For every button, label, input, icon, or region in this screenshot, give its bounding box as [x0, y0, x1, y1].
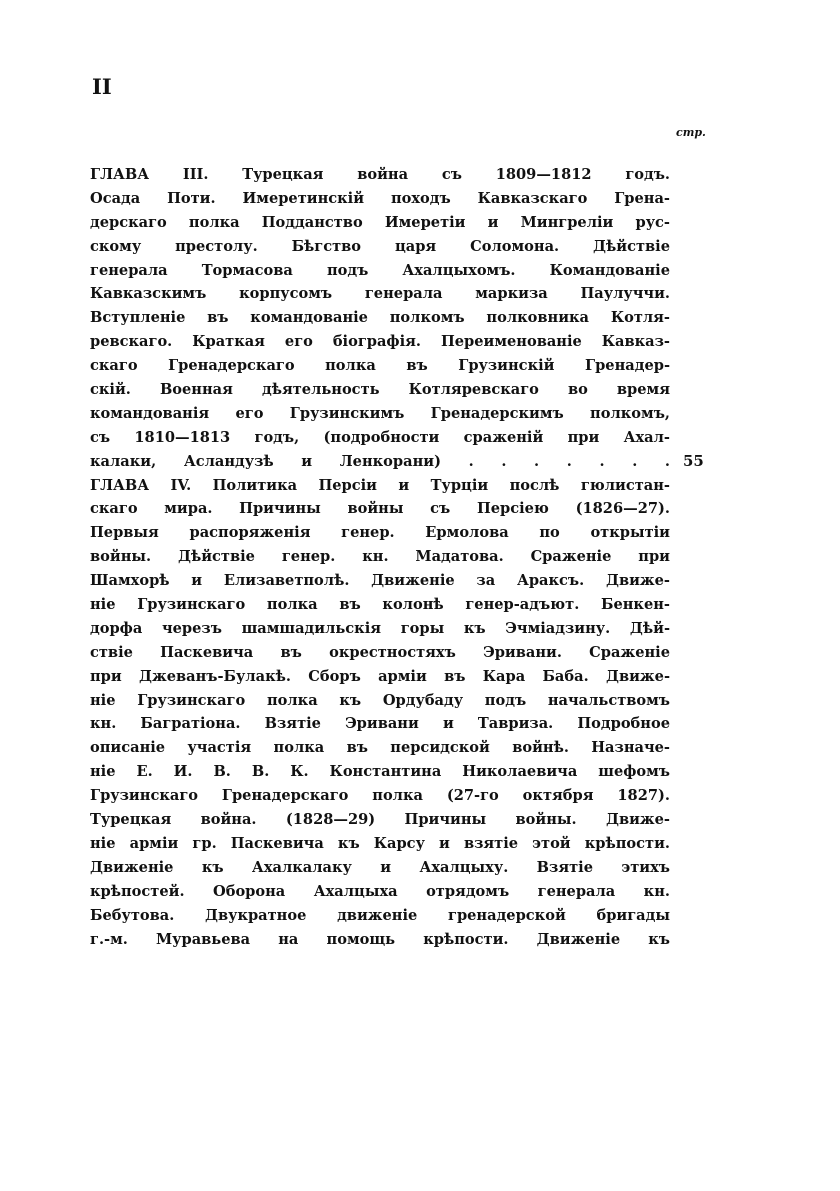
toc-line: Шамхорѣ и Елизаветполѣ. Движеніе за Араксъ. Движе-	[90, 572, 670, 590]
toc-line: Первыя распоряженія генер. Ермолова по открытіи	[90, 524, 670, 542]
toc-line: ревскаго. Краткая его біографія. Переименованіе Кавказ-	[90, 333, 670, 351]
toc-line: Осада Поти. Имеретинскій походъ Кавказскаго Грена-	[90, 189, 670, 207]
toc-entry-chapter-4	[90, 474, 670, 952]
toc-line: дерскаго полка Подданство Имеретіи и Мингреліи рус-	[90, 213, 670, 231]
toc-line: ніе Грузинскаго полка въ колонѣ генер-адъют. Бенкен-	[90, 596, 670, 614]
toc-line: Бебутова. Двукратное движеніе гренадерской бригады	[90, 906, 670, 924]
toc-line: Грузинскаго Гренадерскаго полка (27-го октября 1827).	[90, 787, 670, 805]
toc-line: ніе арміи гр. Паскевича къ Карсу и взятіе этой крѣпости.	[90, 834, 670, 852]
toc-line: Кавказскимъ корпусомъ генерала маркиза Паулуччи.	[90, 285, 670, 303]
toc-line: г.-м. Муравьева на помощь крѣпости. Движеніе къ	[90, 930, 670, 948]
chapter-3-text	[90, 163, 670, 474]
toc-line: войны. Дѣйствіе генер. кн. Мадатова. Сраженіе при	[90, 548, 670, 566]
toc-line: скаго мира. Причины войны съ Персіею (1826—27).	[90, 500, 670, 518]
toc-line: генерала Тормасова подъ Ахалцыхомъ. Командованіе	[90, 261, 670, 279]
toc-line: ГЛАВА IV. Политика Персіи и Турціи послѣ гюлистан-	[90, 476, 670, 494]
toc-line: дорфа черезъ шамшадильскія горы къ Эчміадзину. Дѣй-	[90, 619, 670, 637]
page-number: II	[92, 74, 112, 99]
page-column-label: стр.	[676, 126, 706, 139]
toc-line: Турецкая война. (1828—29) Причины войны. Движе-	[90, 811, 670, 829]
toc-line: калаки, Асландузѣ и Ленкорани) . . . . . . .	[90, 452, 670, 470]
toc-line: крѣпостей. Оборона Ахалцыха отрядомъ генерала кн.	[90, 882, 670, 900]
chapter-3-page-ref: 55	[683, 451, 704, 470]
toc-line: описаніе участія полка въ персидской войнѣ. Назначе-	[90, 739, 670, 757]
toc-line: при Джеванъ-Булакѣ. Сборъ арміи въ Кара Баба. Движе-	[90, 667, 670, 685]
toc-line: съ 1810—1813 годъ, (подробности сраженій при Ахал-	[90, 428, 670, 446]
toc-line: командованія его Грузинскимъ Гренадерскимъ полкомъ,	[90, 404, 670, 422]
chapter-4-text	[90, 474, 670, 952]
toc-line: скій. Военная дѣятельность Котляревскаго во время	[90, 381, 670, 399]
toc-line: скому престолу. Бѣгство царя Соломона. Дѣйствіе	[90, 237, 670, 255]
toc-line: Вступленіе въ командованіе полкомъ полковника Котля-	[90, 309, 670, 327]
toc-line: ГЛАВА III. Турецкая война съ 1809—1812 годъ.	[90, 166, 670, 183]
table-of-contents	[90, 163, 704, 951]
toc-entry-chapter-3	[90, 163, 704, 474]
toc-line: скаго Гренадерскаго полка въ Грузинскій Гренадер-	[90, 357, 670, 375]
toc-line: кн. Багратіона. Взятіе Эривани и Тавриза. Подробное	[90, 715, 670, 733]
toc-line: ствіе Паскевича въ окрестностяхъ Эривани. Сраженіе	[90, 643, 670, 661]
toc-line: ніе Грузинскаго полка къ Ордубаду подъ начальствомъ	[90, 691, 670, 709]
toc-line: Движеніе къ Ахалкалаку и Ахалцыху. Взятіе этихъ	[90, 858, 670, 876]
toc-line: ніе Е. И. В. В. К. Константина Николаевича шефомъ	[90, 763, 670, 781]
